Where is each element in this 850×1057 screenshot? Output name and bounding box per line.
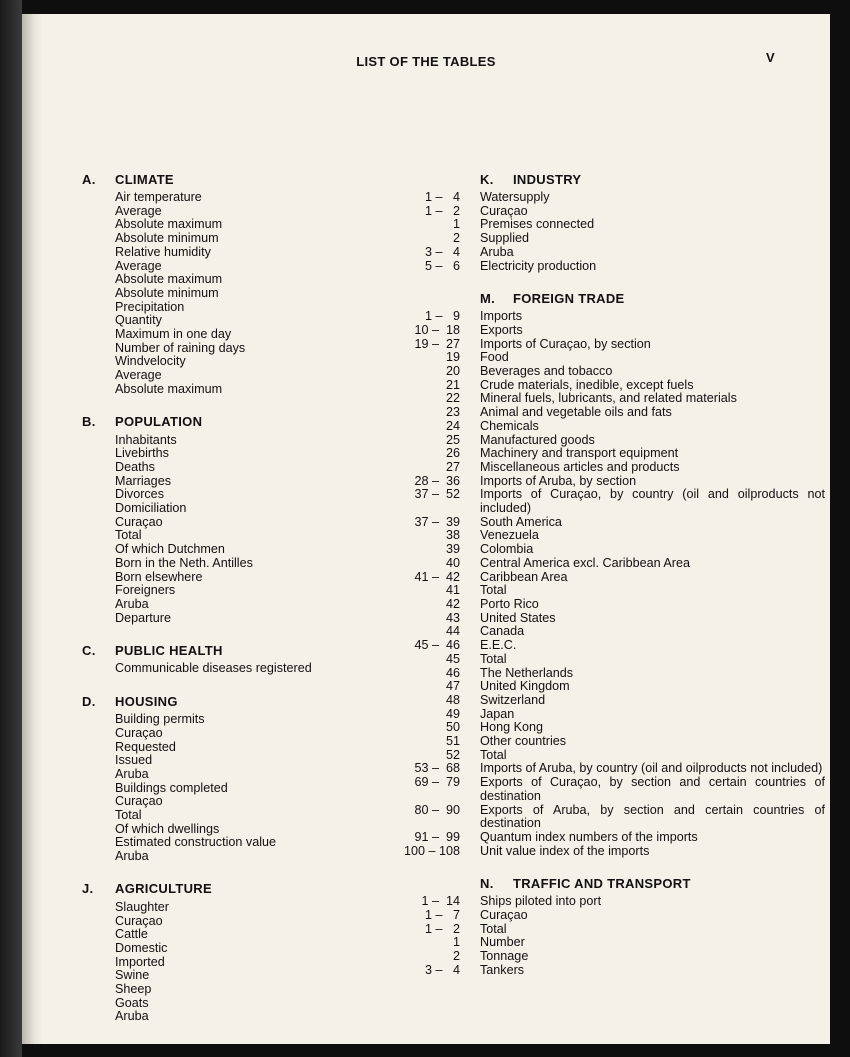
entry-table-number: 41: [445, 583, 460, 598]
entry-table-number: 40: [445, 555, 460, 570]
entry-label: Absolute minimum: [115, 231, 219, 246]
toc-entry: [358, 653, 825, 667]
entry-label: Total: [480, 651, 507, 666]
entry-label: Relative humidity: [115, 244, 211, 259]
toc-entry: [358, 324, 825, 338]
entry-label: Average: [115, 203, 162, 218]
entry-table-number: 3 – 4: [424, 962, 460, 977]
toc-entry: [82, 287, 460, 301]
page-gutter: [22, 14, 42, 1044]
entry-label: Canada: [480, 624, 525, 639]
entry-label: Born in the Neth. Antilles: [115, 555, 253, 570]
entry-label: Total: [115, 808, 142, 823]
entry-table-number: [358, 232, 480, 246]
entry-label: Goats: [115, 995, 149, 1010]
entry-label: Curaçao: [480, 203, 528, 218]
entry-label: Curaçao: [480, 908, 528, 923]
toc-entry: [358, 964, 825, 978]
entry-label: Food: [480, 350, 509, 365]
entry-label: Exports of Curaçao, by section and certain countries of destination: [480, 775, 825, 803]
entry-table-number: 52: [445, 747, 460, 762]
entry-table-number: 21: [445, 377, 460, 392]
entry-table-number: [358, 218, 480, 232]
entry-table-number: 1 – 2: [424, 203, 460, 218]
entry-label: Hong Kong: [480, 720, 544, 735]
entry-table-number: 80 – 90: [414, 802, 460, 817]
entry-table-number: [358, 246, 480, 260]
toc-entry: [358, 598, 825, 612]
toc-entry: [358, 379, 825, 393]
entry-label: Imports of Curaçao, by section: [480, 336, 651, 351]
section-heading: [480, 289, 825, 307]
entry-label: Colombia: [480, 542, 534, 557]
entry-label: Curaçao: [115, 913, 163, 928]
entry-label: Machinery and transport equipment: [480, 446, 679, 461]
toc-entry: [358, 625, 825, 639]
entry-table-number: 46: [445, 665, 460, 680]
toc-entry: [358, 218, 825, 232]
entry-label: Switzerland: [480, 692, 546, 707]
entry-label: Average: [115, 368, 162, 383]
entry-label: Total: [480, 583, 507, 598]
entry-table-number: 53 – 68: [414, 761, 460, 776]
entry-label: Aruba: [480, 244, 514, 259]
entry-label: Manufactured goods: [480, 432, 595, 447]
toc-entry: [358, 516, 825, 530]
toc-entry: [358, 895, 825, 909]
toc-entry: [358, 708, 825, 722]
toc-entry: [358, 923, 825, 937]
entry-label: Precipitation: [115, 299, 185, 314]
document-page: [22, 14, 830, 1044]
toc-entry: [358, 776, 825, 803]
toc-entry: [358, 529, 825, 543]
entry-table-number: 1 – 9: [424, 309, 460, 324]
entry-label: Tonnage: [480, 949, 529, 964]
entry-label: Divorces: [115, 487, 164, 502]
entry-table-number: 1: [452, 935, 460, 950]
toc-entry: [358, 488, 825, 515]
entry-table-number: 51: [445, 734, 460, 749]
entry-label: The Netherlands: [480, 665, 574, 680]
entry-label: Total: [480, 747, 507, 762]
entry-label: Swine: [115, 968, 150, 983]
entry-table-number: [358, 205, 480, 219]
entry-table-number: 24: [445, 418, 460, 433]
section-letter: A.: [82, 171, 96, 187]
entry-label: Premises connected: [480, 217, 595, 232]
entry-label: Imports of Curaçao, by country (oil and oilproducts not included): [480, 487, 825, 516]
entry-label: Japan: [480, 706, 515, 721]
entry-label: Curaçao: [115, 794, 163, 809]
toc-entry: [358, 365, 825, 379]
entry-table-number: 43: [445, 610, 460, 625]
toc-entry: [358, 694, 825, 708]
toc-entry: [358, 831, 825, 845]
entry-label: Sheep: [115, 982, 152, 997]
entry-table-number: 19: [445, 350, 460, 365]
entry-table-number: [358, 191, 480, 205]
section-letter: B.: [82, 414, 96, 430]
entry-table-number: 2: [452, 949, 460, 964]
entry-label: Porto Rico: [480, 596, 539, 611]
entry-label: Inhabitants: [115, 432, 177, 447]
toc-entry: [358, 936, 825, 950]
toc-entry: [358, 392, 825, 406]
entry-label: Caribbean Area: [480, 569, 568, 584]
toc-entry: [358, 420, 825, 434]
entry-table-number: [400, 273, 460, 287]
toc-entry: [358, 749, 825, 763]
toc-entry: [358, 310, 825, 324]
entry-table-number: [400, 287, 460, 301]
entry-table-number: 39: [445, 542, 460, 557]
toc-entry: [358, 721, 825, 735]
entry-label: United States: [480, 610, 556, 625]
entry-table-number: 26: [445, 446, 460, 461]
entry-table-number: 48: [445, 692, 460, 707]
page-title: LIST OF THE TABLES: [356, 54, 496, 69]
entry-label: Issued: [115, 753, 153, 768]
entry-label: Requested: [115, 739, 176, 754]
section-title: AGRICULTURE: [115, 881, 212, 897]
entry-label: Total: [480, 921, 507, 936]
entry-table-number: 100 – 108: [403, 843, 460, 858]
section-letter: N.: [480, 875, 494, 891]
section-letter: K.: [480, 171, 494, 187]
toc-entry: [358, 557, 825, 571]
toc-section: [421, 874, 825, 977]
entry-label: Born elsewhere: [115, 569, 203, 584]
toc-entry: [358, 447, 825, 461]
entry-label: Absolute maximum: [115, 217, 223, 232]
entry-table-number: 41 – 42: [414, 569, 460, 584]
entry-label: Number: [480, 935, 525, 950]
entry-label: Imports: [480, 309, 522, 324]
entry-label: Miscellaneous articles and products: [480, 459, 680, 474]
entry-label: Livebirths: [115, 446, 169, 461]
entry-table-number: 2: [452, 231, 460, 246]
entry-table-number: 22: [445, 391, 460, 406]
entry-label: Imported: [115, 954, 165, 969]
toc-entry: [358, 950, 825, 964]
entry-table-number: 91 – 99: [414, 829, 460, 844]
toc-entry: [358, 639, 825, 653]
entry-table-number: [358, 260, 480, 274]
entry-label: Imports of Aruba, by country (oil and oilproducts not included): [480, 761, 823, 776]
toc-entry: [358, 735, 825, 749]
entry-table-number: [400, 997, 460, 1011]
section-heading: [82, 170, 462, 188]
entry-table-number: 27: [445, 459, 460, 474]
toc-section: [403, 289, 825, 858]
toc-entry: [358, 461, 825, 475]
entry-label: Communicable diseases registered: [115, 661, 312, 676]
page-number: V: [766, 50, 775, 65]
entry-label: Unit value index of the imports: [480, 843, 650, 858]
entry-table-number: 42: [445, 596, 460, 611]
section-title: CLIMATE: [115, 171, 174, 187]
entry-label: Beverages and tobacco: [480, 364, 613, 379]
entry-label: Average: [115, 258, 162, 273]
entry-table-number: 50: [445, 720, 460, 735]
entry-label: Supplied: [480, 231, 530, 246]
book-spine: [0, 0, 22, 1057]
entry-table-number: 25: [445, 432, 460, 447]
entry-label: Foreigners: [115, 583, 176, 598]
toc-entry: [358, 680, 825, 694]
entry-table-number: 37 – 39: [414, 514, 460, 529]
entry-label: Quantum index numbers of the imports: [480, 829, 698, 844]
entry-label: Watersupply: [480, 190, 550, 204]
entry-label: Maximum in one day: [115, 327, 232, 342]
toc-entry: [82, 1010, 460, 1024]
section-heading: [480, 170, 825, 188]
entry-label: Departure: [115, 610, 172, 625]
entry-table-number: 3 – 4: [424, 244, 460, 259]
toc-entry: [82, 273, 460, 287]
entry-label: Mineral fuels, lubricants, and related materials: [480, 391, 737, 406]
section-letter: D.: [82, 693, 96, 709]
entry-label: Cattle: [115, 927, 148, 942]
entry-label: Exports: [480, 322, 523, 337]
entry-label: Tankers: [480, 962, 525, 977]
entry-label: Number of raining days: [115, 340, 246, 355]
toc-entry: [358, 543, 825, 557]
entry-table-number: [400, 1010, 460, 1024]
entry-label: Deaths: [115, 459, 155, 474]
toc-entry: [358, 191, 825, 205]
entry-label: Aruba: [115, 766, 149, 781]
entry-label: Of which Dutchmen: [115, 542, 225, 557]
entry-label: Venezuela: [480, 528, 539, 543]
entry-table-number: 1 – 2: [424, 921, 460, 936]
toc-entry: [358, 246, 825, 260]
entry-table-number: 1 – 14: [421, 894, 460, 909]
entry-label: Slaughter: [115, 899, 169, 914]
entry-label: Curaçao: [115, 725, 163, 740]
entry-label: Absolute minimum: [115, 285, 219, 300]
entry-table-number: 23: [445, 405, 460, 420]
entry-label: Exports of Aruba, by section and certain countries of destination: [480, 802, 825, 831]
toc-entry: [358, 338, 825, 352]
toc-entry: [358, 584, 825, 598]
toc-entry: [358, 612, 825, 626]
entry-table-number: 20: [445, 364, 460, 379]
entry-table-number: 69 – 79: [414, 775, 460, 790]
entry-table-number: [400, 983, 460, 997]
section-title: PUBLIC HEALTH: [115, 642, 223, 658]
section-title: POPULATION: [115, 414, 203, 430]
entry-label: Imports of Aruba, by section: [480, 473, 637, 488]
entry-table-number: 1 – 4: [424, 190, 460, 204]
toc-entry: [358, 260, 825, 274]
entry-table-number: 44: [445, 624, 460, 639]
entry-label: Marriages: [115, 473, 171, 488]
entry-label: Electricity production: [480, 258, 597, 273]
entry-table-number: 10 – 18: [414, 322, 460, 337]
entry-label: Domiciliation: [115, 501, 187, 516]
entry-label: Aruba: [115, 849, 149, 864]
section-heading: [480, 874, 825, 892]
toc-entry: [358, 571, 825, 585]
entry-table-number: 45 – 46: [414, 638, 460, 653]
entry-label: Aruba: [115, 596, 149, 611]
section-letter: C.: [82, 642, 96, 658]
entry-label: Other countries: [480, 734, 567, 749]
section-letter: M.: [480, 290, 496, 306]
entry-table-number: 5 – 6: [424, 258, 460, 273]
entry-table-number: 38: [445, 528, 460, 543]
entry-label: Domestic: [115, 940, 168, 955]
entry-label: Animal and vegetable oils and fats: [480, 405, 672, 420]
toc-entry: [358, 205, 825, 219]
entry-label: Central America excl. Caribbean Area: [480, 555, 690, 570]
toc-entry: [358, 845, 825, 859]
toc-entry: [358, 434, 825, 448]
entry-label: Chemicals: [480, 418, 539, 433]
entry-label: Aruba: [115, 1009, 149, 1024]
toc-entry: [358, 475, 825, 489]
toc-entry: [358, 804, 825, 831]
toc-entry: [358, 232, 825, 246]
toc-entry: [82, 997, 460, 1011]
toc-entry: [358, 909, 825, 923]
entry-table-number: 49: [445, 706, 460, 721]
entry-label: South America: [480, 514, 562, 529]
entry-label: Estimated construction value: [115, 835, 277, 850]
toc-section: [480, 170, 825, 273]
entry-label: Ships piloted into port: [480, 894, 602, 909]
entry-table-number: 45: [445, 651, 460, 666]
toc-entry: [358, 406, 825, 420]
section-title: HOUSING: [115, 693, 178, 709]
section-letter: J.: [82, 881, 94, 897]
section-title: FOREIGN TRADE: [513, 290, 625, 306]
entry-label: Windvelocity: [115, 354, 186, 369]
entry-label: Of which dwellings: [115, 821, 220, 836]
entry-label: Absolute maximum: [115, 381, 223, 396]
entry-table-number: 1: [452, 217, 460, 232]
toc-entry: [358, 762, 825, 776]
entry-label: United Kingdom: [480, 679, 570, 694]
entry-label: Buildings completed: [115, 780, 228, 795]
section-title: TRAFFIC AND TRANSPORT: [513, 875, 691, 891]
toc-entry: [358, 351, 825, 365]
entry-table-number: 1 – 7: [424, 908, 460, 923]
entry-label: Quantity: [115, 313, 162, 328]
toc-entry: [358, 667, 825, 681]
entry-table-number: 37 – 52: [414, 487, 460, 502]
toc-entry: [82, 983, 460, 997]
entry-label: Crude materials, inedible, except fuels: [480, 377, 694, 392]
entry-label: Building permits: [115, 712, 205, 727]
entry-label: E.E.C.: [480, 638, 517, 653]
section-title: INDUSTRY: [513, 171, 582, 187]
entry-table-number: 47: [445, 679, 460, 694]
entry-label: Total: [115, 528, 142, 543]
entry-label: Curaçao: [115, 514, 163, 529]
entry-label: Absolute maximum: [115, 272, 223, 287]
entry-table-number: 19 – 27: [414, 336, 460, 351]
entry-table-number: 28 – 36: [414, 473, 460, 488]
entry-label: Air temperature: [115, 190, 202, 204]
